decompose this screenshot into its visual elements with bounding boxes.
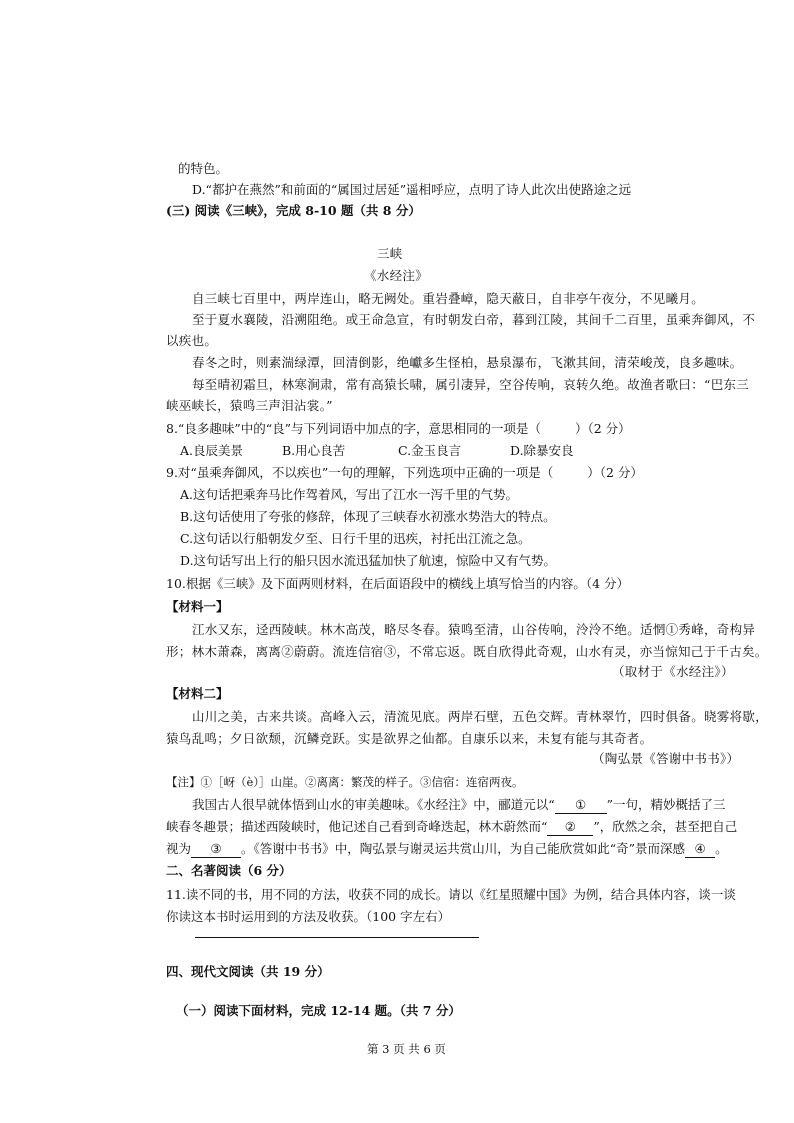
q10-stem: 10.根据《三峡》及下面两则材料，在后面语段中的横线上填写恰当的内容。（4 分） <box>166 576 630 591</box>
material2-source: （陶弘景《答谢中书书》） <box>592 751 740 766</box>
q9-option-b: B.这句话使用了夸张的修辞，体现了三峡春水初涨水势浩大的特点。 <box>180 509 556 524</box>
blank-4[interactable]: ④ <box>685 841 715 858</box>
q8-option-a: A.良辰美景 <box>180 443 244 458</box>
material1-label: 【材料一】 <box>166 599 229 614</box>
blank-3[interactable]: ③ <box>191 841 241 858</box>
part4-subheading: （一）阅读下面材料，完成 12-14 题。（共 7 分） <box>176 1003 461 1018</box>
passage-p3: 春冬之时，则素湍绿潭，回清倒影，绝巘多生怪柏，悬泉瀑布，飞漱其间，清荣峻茂，良多趣味。 <box>192 355 743 370</box>
page-footer: 第 3 页 共 6 页 <box>367 1042 446 1056</box>
part2-heading: 二、名著阅读（6 分） <box>166 863 292 878</box>
fill-para-line2-a: 峡春冬趣景；描述西陵峡时，他记述自己看到奇峰迭起，林木蔚然而“ <box>166 819 548 834</box>
annotation-note: 【注】①［岈（è）］山崖。②离离：繁茂的样子。③信宿：连宿两夜。 <box>166 775 524 789</box>
q8-stem-close: ）（2 分） <box>575 421 631 436</box>
q9-option-d: D.这句话写出上行的船只因水流迅猛加快了航速，惊险中又有气势。 <box>180 553 557 568</box>
q8-option-b: B.用心良苦 <box>282 443 346 458</box>
fill-para-line3-b: 。《答谢中书书》中，陶弘景与谢灵运共赏山川，为自己能欣赏如此“奇”景而深感 <box>241 841 686 856</box>
part4-heading: 四、现代文阅读（共 19 分） <box>166 964 330 979</box>
material2-label: 【材料二】 <box>166 686 229 701</box>
q11-answer-line[interactable] <box>195 937 479 938</box>
material1-line1: 江水又东，迳西陵峡。林木高茂，略尽冬春。猿鸣至清，山谷传响，泠泠不绝。适惘①秀峰，奇构异 <box>192 622 756 637</box>
material1-line2: 形；林木萧森，离离②蔚蔚。流连信宿③，不常忘返。既自欣得此奇观，山水有灵，亦当惊知己于千古矣。 <box>166 644 768 659</box>
q8-stem-text: 8.“良多趣味”中的“良”与下列词语中加点的字，意思相同的一项是（ <box>166 421 541 436</box>
passage-p2-cont: 以疾也。 <box>166 333 218 348</box>
passage-p1: 自三峡七百里中，两岸连山，略无阙处。重岩叠嶂，隐天蔽日，自非亭午夜分，不见曦月。 <box>192 291 705 306</box>
prev-option-d: D.“都护在燕然”和前面的“属国过居延”遥相呼应，点明了诗人此次出使路途之远 <box>192 182 632 197</box>
fill-para-line2-b: ”，欣然之余，甚至把自己 <box>593 819 738 834</box>
material1-source: （取材于《水经注》） <box>612 664 734 679</box>
passage-source: 《水经注》 <box>364 268 429 283</box>
passage-p4-cont: 峡巫峡长，猿鸣三声泪沾裳。” <box>166 398 333 413</box>
q9-stem <box>166 465 643 481</box>
blank-1[interactable]: ① <box>555 797 607 814</box>
prev-tail: 的特色。 <box>178 161 229 176</box>
q9-option-a: A.这句话把乘奔马比作驾着风，写出了江水一泻千里的气势。 <box>180 487 519 502</box>
blank-2[interactable]: ② <box>547 819 593 836</box>
fill-para-line2 <box>166 819 737 836</box>
q8-option-c: C.金玉良言 <box>398 443 462 458</box>
passage-p2: 至于夏水襄陵，沿溯阻绝。或王命急宣，有时朝发白帝，暮到江陵，其间千二百里，虽乘奔御风，不 <box>192 312 756 327</box>
q11-line1: 11.读不同的书，用不同的方法，收获不同的成长。请以《红星照耀中国》为例，结合具体内容，谈一谈 <box>166 887 736 902</box>
q11-line2: 你读这本书时运用到的方法及收获。（100 字左右） <box>166 909 451 924</box>
fill-para-line1-b: ”一句，精妙概括了三 <box>606 797 726 812</box>
material2-line1: 山川之美，古来共谈。高峰入云，清流见底。两岸石壁，五色交辉。青林翠竹，四时俱备。晓雾将歇， <box>192 709 769 724</box>
passage-p4: 每至晴初霜旦，林寒涧肃，常有高猿长啸，属引凄异，空谷传响，哀转久绝。故渔者歌曰：“巴东三 <box>192 377 750 392</box>
material2-line2: 猿鸟乱鸣；夕日欲颓，沉鳞竞跃。实是欲界之仙都。自康乐以来，未复有能与其奇者。 <box>166 731 653 746</box>
fill-para-line3 <box>166 841 728 858</box>
fill-para-line1 <box>192 797 726 814</box>
section3-heading: (三) 阅读《三峡》，完成 8-10 题（共 8 分） <box>166 203 421 218</box>
passage-title: 三峡 <box>377 246 403 261</box>
q8-stem <box>166 421 631 437</box>
q8-option-d: D.除暴安良 <box>510 443 574 458</box>
fill-para-line3-c: 。 <box>715 841 728 856</box>
q9-stem-close: ）（2 分） <box>587 465 643 480</box>
fill-para-line3-a: 视为 <box>166 841 192 856</box>
fill-para-line1-a: 我国古人很早就体悟到山水的审美趣味。《水经注》中，郦道元以“ <box>192 797 555 812</box>
q9-stem-text: 9.对“虽乘奔御风，不以疾也”一句的理解，下列选项中正确的一项是（ <box>166 465 554 480</box>
q9-option-c: C.这句话以行船朝发夕至、日行千里的迅疾，衬托出江流之急。 <box>180 531 531 546</box>
